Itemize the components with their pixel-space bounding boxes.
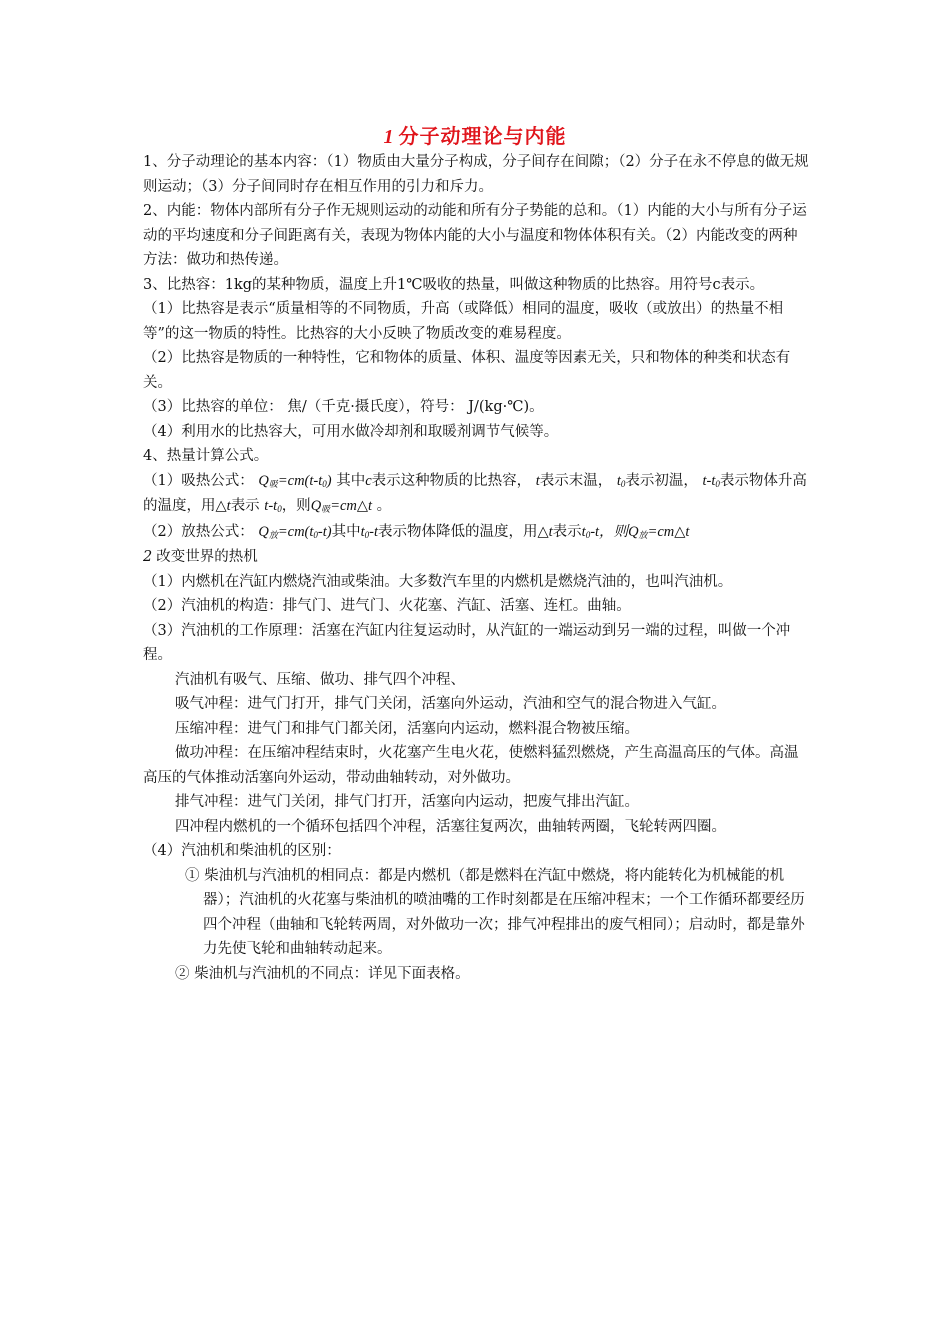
formula-q-absorb: $Q_吸=cm(t-t_0)$	[258, 472, 332, 489]
paragraph-absorb-formula: （1）吸热公式： $Q_吸=cm(t-t_0)$ 其中c表示这种物质的比热容， t表示末温， $t_0$表示初温， $t-t_0$表示物体升高的温度，用△t表示 $t-t_0$，则$Q_吸=cm\triangle t$ 。	[143, 472, 807, 514]
paragraph-differences: ② 柴油机与汽油机的不同点：详见下面表格。	[175, 965, 470, 982]
paragraph-specific-heat: 3、比热容：1kg的某种物质，温度上升1℃吸收的热量，叫做这种物质的比热容。用符号c表示。	[143, 276, 765, 293]
paragraph-specific-heat-3: （3）比热容的单位： 焦/（千克·摄氏度），符号： J/(kg·℃)。	[143, 399, 544, 415]
paragraph-engine-2: （2）汽油机的构造：排气门、进气门、火花塞、汽缸、活塞、连杠。曲轴。	[143, 598, 631, 614]
paragraph-power-stroke: 做功冲程：在压缩冲程结束时，火花塞产生电火花，使燃料猛烈燃烧，产生高温高压的气体。高温高压的气体推动活塞向外运动，带动曲轴转动，对外做功。	[143, 745, 799, 786]
page-title	[0, 120, 950, 149]
paragraph-four-strokes: 汽油机有吸气、压缩、做功、排气四个冲程、	[175, 671, 465, 688]
paragraph-engine-3: （3）汽油机的工作原理：活塞在汽缸内往复运动时，从汽缸的一端运动到另一端的过程，叫做一个冲程。	[143, 622, 791, 663]
paragraph-engine-1: （1）内燃机在汽缸内燃烧汽油或柴油。大多数汽车里的内燃机是燃烧汽油的，也叫汽油机。	[143, 573, 733, 590]
paragraph-internal-energy: 2、内能：物体内部所有分子作无规则运动的动能和所有分子势能的总和。（1）内能的大小与所有分子运动的平均速度和分子间距离有关，表现为物体内能的大小与温度和物体体积有关。（2）内能改变的两种方法：做功和热传递。	[143, 203, 807, 268]
paragraph-engine-4: （4）汽油机和柴油机的区别：	[143, 843, 341, 859]
paragraph-specific-heat-1: （1）比热容是表示“质量相等的不同物质，升高（或降低）相同的温度，吸收（或放出）的热量不相等”的这一物质的特性。比热容的大小反映了物质改变的难易程度。	[143, 301, 784, 342]
formula-q-release: $Q_放=cm(t_0-t)$	[258, 523, 332, 540]
document-body	[143, 150, 811, 986]
section-heading-heat-engine: 2 改变世界的热机	[143, 549, 258, 565]
paragraph-similarities: ① 柴油机与汽油机的相同点：都是内燃机（都是燃料在汽缸中燃烧，将内能转化为机械能的机器）；汽油机的火花塞与柴油机的喷油嘴的工作时刻都是在压缩冲程末；一个工作循环都要经历四个冲程（曲轴和飞轮转两周，对外做功一次；排气冲程排出的废气相同）；启动时，都是靠外力先使飞轮和曲轴转动起来。	[185, 867, 805, 957]
title-number: 1	[383, 126, 395, 148]
paragraph-exhaust-stroke: 排气冲程：进气门关闭，排气门打开，活塞向内运动，把废气排出汽缸。	[175, 794, 639, 810]
paragraph-cycle: 四冲程内燃机的一个循环包括四个冲程，活塞往复两次，曲轴转两圈，飞轮转两四圈。	[175, 818, 726, 835]
paragraph-heat-formula: 4、热量计算公式。	[143, 448, 269, 464]
paragraph-specific-heat-2: （2）比热容是物质的一种特性，它和物体的质量、体积、温度等因素无关，只和物体的种类和状态有关。	[143, 350, 791, 391]
paragraph-specific-heat-4: （4）利用水的比热容大，可用水做冷却剂和取暖剂调节气候等。	[143, 423, 559, 440]
paragraph-kinetic-theory: 1、分子动理论的基本内容：（1）物质由大量分子构成，分子间存在间隙；（2）分子在永不停息的做无规则运动；（3）分子间同时存在相互作用的引力和斥力。	[143, 154, 809, 195]
paragraph-release-formula: （2）放热公式： $Q_放=cm(t_0-t)$其中$t_0-t$表示物体降低的温度，用△t表示$t_0-t$，则$Q_放=cm\triangle t$	[143, 523, 690, 540]
title-text: 分子动理论与内能	[398, 124, 567, 148]
paragraph-intake-stroke: 吸气冲程：进气门打开，排气门关闭，活塞向外运动，汽油和空气的混合物进入气缸。	[175, 696, 726, 712]
paragraph-compression-stroke: 压缩冲程：进气门和排气门都关闭，活塞向内运动，燃料混合物被压缩。	[175, 720, 639, 737]
